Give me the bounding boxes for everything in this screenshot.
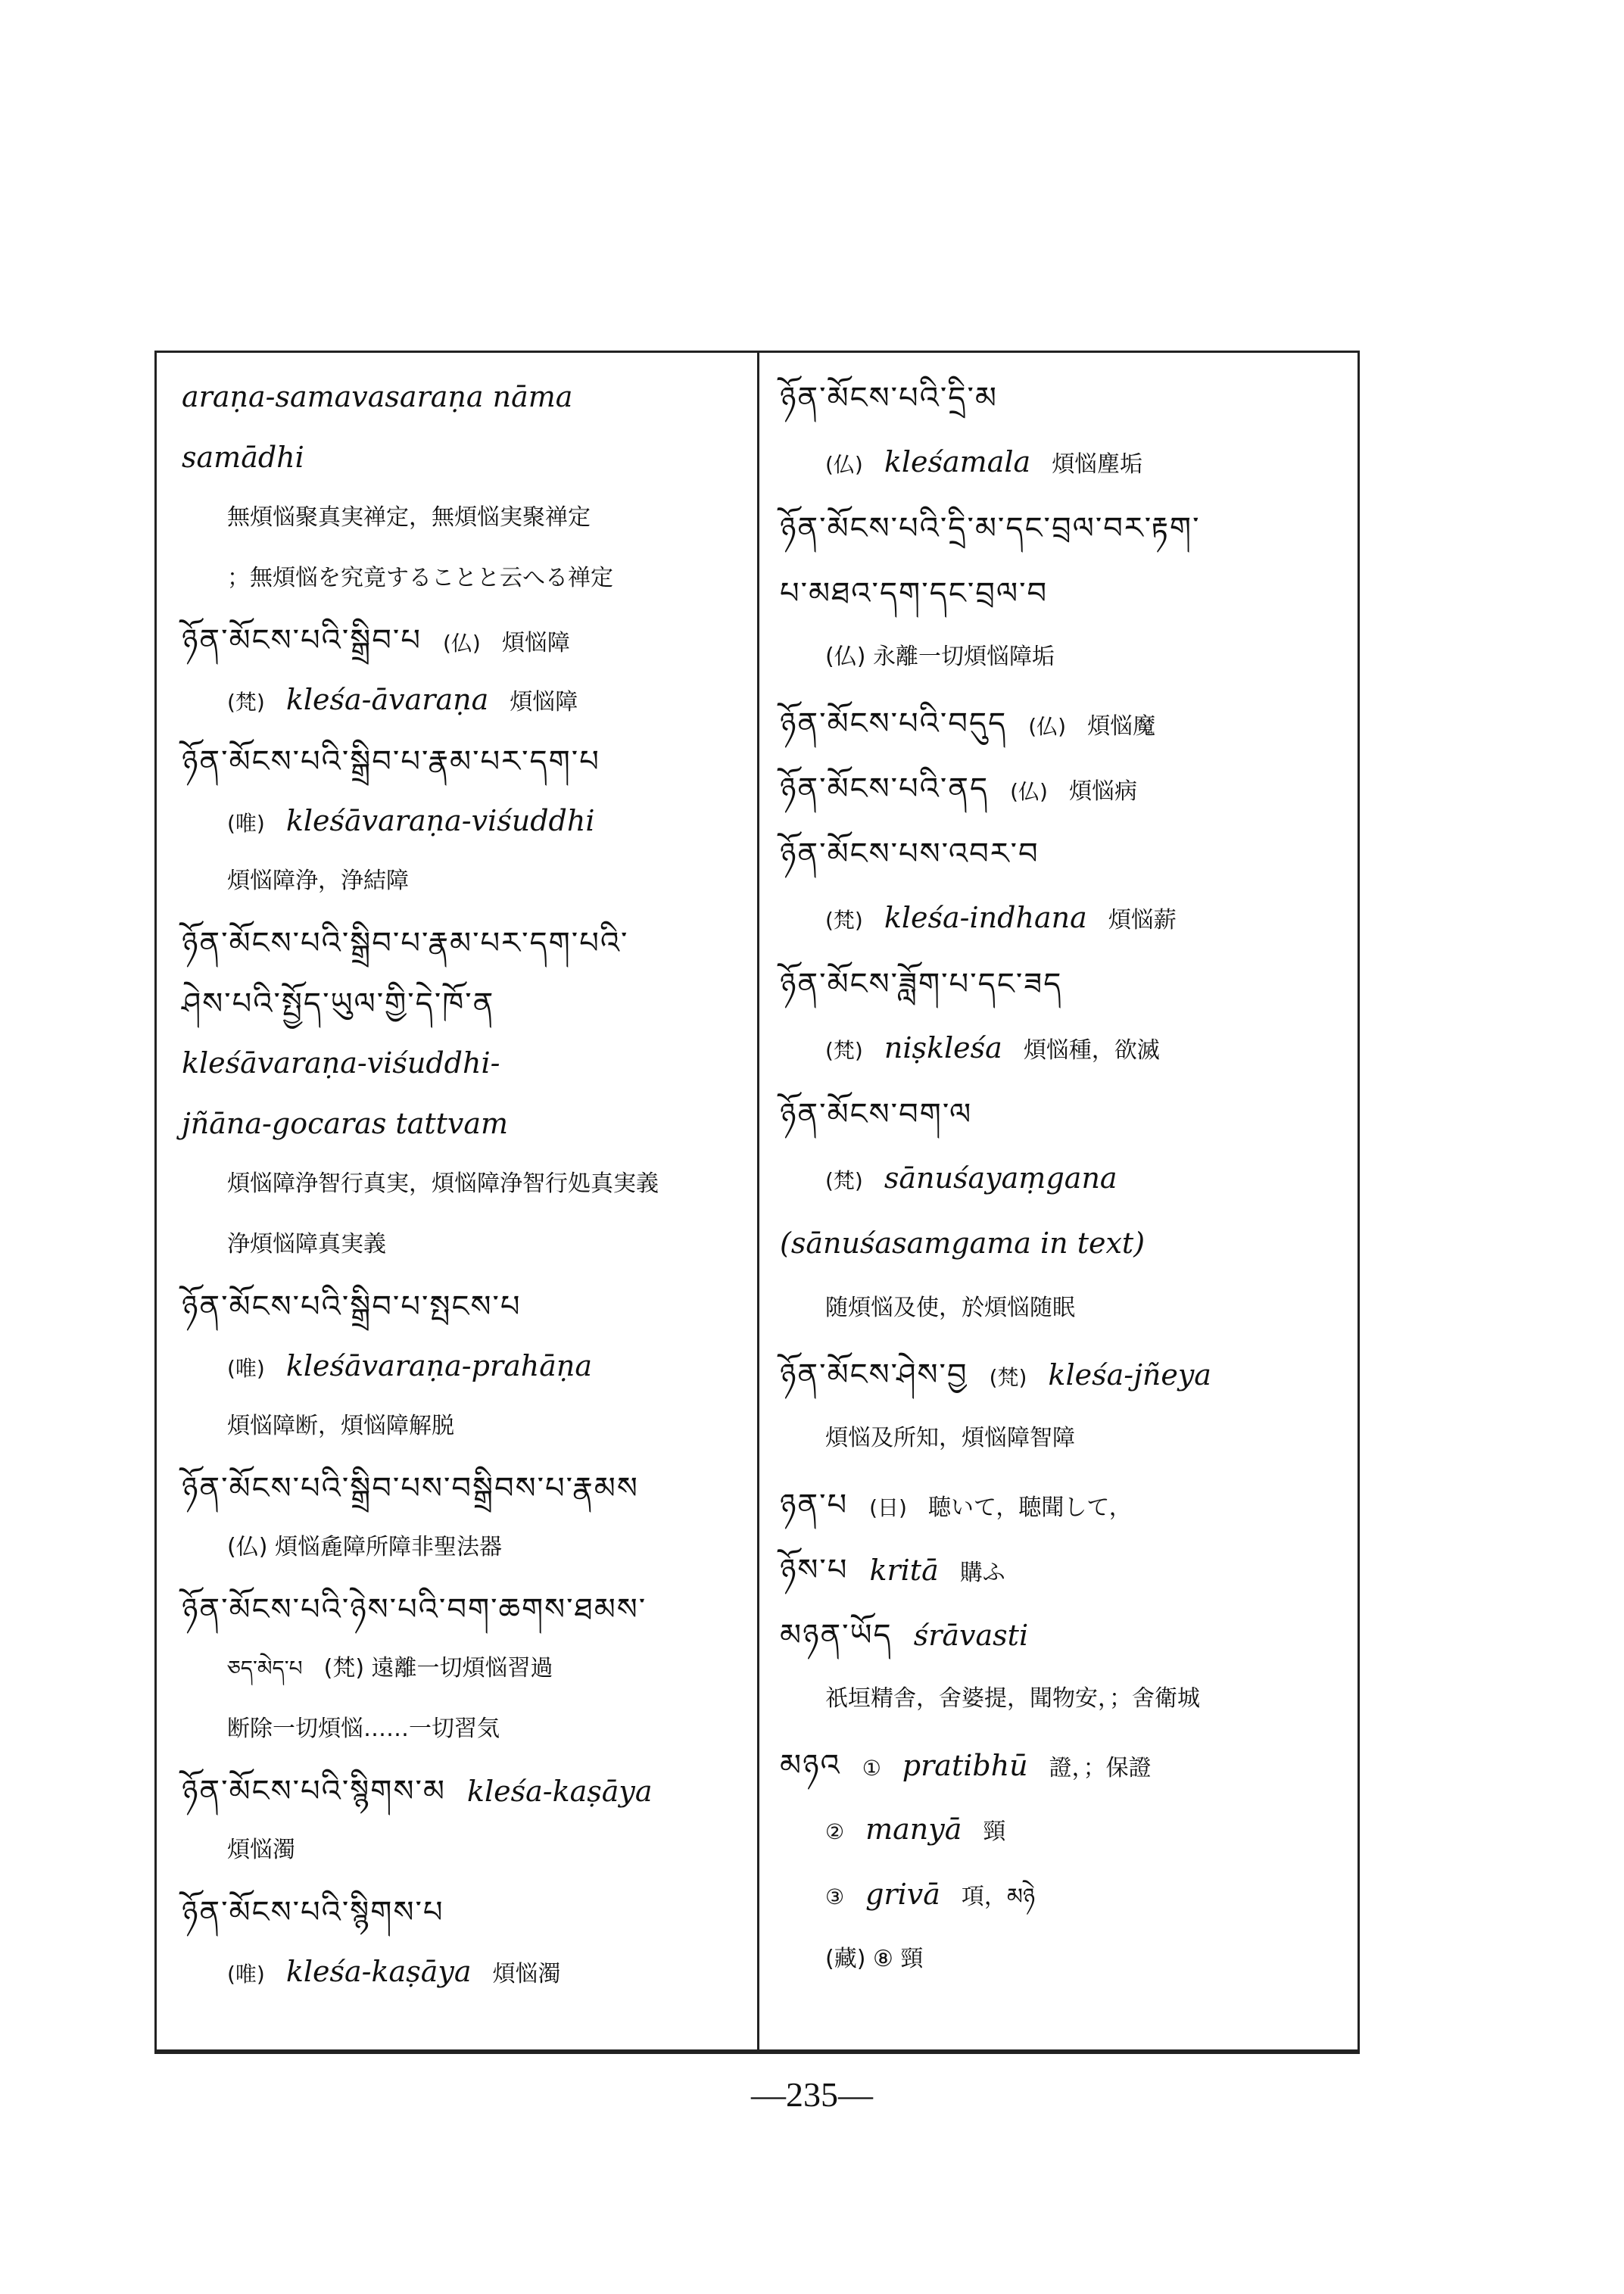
- dictionary-entry: [182, 1893, 742, 1932]
- entry-tib: ཉོན་མོངས་པའི་ནད: [780, 771, 990, 806]
- entry-tag: (唯): [227, 811, 265, 836]
- dictionary-entry: [182, 500, 787, 533]
- dictionary-entry: [780, 704, 1340, 743]
- dictionary-entry: [182, 1529, 787, 1563]
- dictionary-entry: [780, 1355, 1340, 1395]
- entry-tag: (唯): [227, 1962, 265, 1987]
- entry-tag: ①: [862, 1756, 881, 1781]
- dictionary-entry: [780, 1030, 1386, 1067]
- entry-tib: ཉོན་མོངས་ཤེས་བྱ: [780, 1357, 968, 1392]
- dictionary-entry: [780, 1225, 1340, 1262]
- entry-jp: 祇垣精舎，舍婆提，聞物安，；舍衛城: [825, 1685, 1200, 1712]
- dictionary-entry: [780, 1876, 1386, 1913]
- entry-tib: པ་མཐའ་དག་དང་བྲལ་བ: [780, 576, 1049, 611]
- entry-tag: (梵): [825, 908, 863, 933]
- entry-jp: 煩悩濁: [492, 1961, 561, 1987]
- entry-tag: (仏): [442, 631, 481, 656]
- dictionary-entry: [780, 639, 1386, 672]
- entry-tib: མཉའ: [780, 1748, 841, 1783]
- dictionary-entry: [182, 984, 742, 1024]
- dictionary-entry: [182, 1166, 787, 1199]
- entry-jp: 煩悩塵垢: [1052, 451, 1143, 478]
- entry-jp: 購ふ: [959, 1560, 1005, 1586]
- dictionary-entry: [780, 1420, 1386, 1454]
- dictionary-entry: [780, 574, 1340, 613]
- entry-tag: (仏): [825, 452, 863, 477]
- dictionary-entry: [182, 1590, 742, 1629]
- dictionary-entry: [182, 1348, 787, 1385]
- dictionary-entry: [182, 1953, 787, 1990]
- entry-jp: 煩悩障浄，浄結障: [227, 868, 409, 894]
- dictionary-entry: [780, 1160, 1386, 1197]
- entry-tib: ཉོན་མོངས་པའི་སྒྲིབ་པ་རྣམ་པར་དག་པའི་: [182, 926, 629, 961]
- entry-skt: kleśa-kaṣāya: [285, 1955, 472, 1988]
- entry-jp: 頸: [983, 1819, 1006, 1845]
- dictionary-entry: [182, 1287, 742, 1326]
- dictionary-entry: [182, 1832, 787, 1865]
- entry-tag: (梵): [989, 1365, 1027, 1390]
- entry-skt: (sānuśasamgama in text): [780, 1226, 1146, 1260]
- entry-tib: ཉོན་མོངས་པས་འབར་བ: [780, 837, 1040, 871]
- entry-tib: ཉོན་མོངས་པའི་སྒྲིབ་པ: [182, 623, 422, 658]
- entry-tib: ཉོན་མོངས་པའི་སྙིགས་མ: [182, 1774, 446, 1809]
- entry-jp: 煩悩障浄智行真実，煩悩障浄智行処真実義: [227, 1170, 659, 1197]
- entry-jp: 煩悩病: [1068, 778, 1137, 805]
- entry-skt: sānuśayaṃgana: [884, 1161, 1117, 1195]
- entry-jp: ；無煩悩を究竟することと云へる禅定: [227, 565, 613, 591]
- entry-skt: pratibhū: [902, 1749, 1028, 1782]
- entry-tag: ②: [825, 1819, 845, 1844]
- entry-tag: (梵): [227, 690, 265, 715]
- dictionary-entry: [780, 379, 1340, 418]
- entry-skt: jñāna-gocaras tattvam: [182, 1107, 509, 1140]
- dictionary-entry: [780, 1746, 1340, 1785]
- entry-jp: 断除一切煩悩……一切習気: [227, 1716, 500, 1742]
- entry-jp: 項，མཉེ: [961, 1884, 1036, 1910]
- dictionary-entry: [182, 1045, 742, 1082]
- entry-tib: ཉོན་མོངས་པའི་བདུད: [780, 706, 1008, 741]
- entry-jp: 煩悩障: [510, 689, 578, 715]
- bottom-rule: [154, 2049, 1360, 2052]
- dictionary-entry: [780, 509, 1340, 548]
- entry-skt: niṣkleśa: [884, 1031, 1002, 1064]
- dictionary-entry: [182, 1105, 742, 1142]
- entry-skt: kleśāvaraṇa-prahāṇa: [285, 1349, 592, 1382]
- entry-jp: 煩悩障: [501, 630, 570, 656]
- entry-tag: (梵): [825, 1038, 863, 1063]
- dictionary-entry: [780, 444, 1386, 481]
- entry-tag: (日): [869, 1495, 907, 1520]
- dictionary-entry: [780, 1551, 1340, 1590]
- entry-jp: (梵) 遠離一切煩悩習過: [323, 1655, 553, 1682]
- entry-skt: kleśa-kaṣāya: [466, 1775, 653, 1808]
- entry-tag: (唯): [227, 1356, 265, 1381]
- dictionary-entry: [780, 1290, 1386, 1323]
- dictionary-entry: [182, 1469, 742, 1508]
- entry-tib: ཉན་པ: [780, 1488, 849, 1523]
- entry-tag: (梵): [825, 1168, 863, 1193]
- dictionary-entry: [780, 1616, 1340, 1655]
- dictionary-entry: [780, 1811, 1386, 1848]
- dictionary-entry: [780, 769, 1340, 809]
- dictionary-entry: [780, 899, 1386, 937]
- entry-skt: kritā: [869, 1554, 939, 1587]
- entry-tib: ཉོན་མོངས་པའི་སྙིགས་པ: [182, 1895, 444, 1930]
- dictionary-entry: [182, 621, 742, 660]
- entry-skt: samādhi: [182, 441, 304, 474]
- dictionary-entry: [182, 863, 787, 896]
- dictionary-entry: [182, 1772, 742, 1811]
- entry-skt: manyā: [865, 1812, 962, 1846]
- entry-tag: ཅད་མེད་པ: [227, 1656, 303, 1681]
- entry-tib: ཉོན་མོངས་པའི་དྲི་མ: [780, 381, 998, 416]
- entry-jp: 浄煩悩障真実義: [227, 1231, 386, 1258]
- dictionary-entry: [182, 1650, 787, 1684]
- entry-skt: kleśa-indhana: [884, 901, 1087, 934]
- entry-tib: ཉོན་མོངས་པའི་ཉེས་པའི་བག་ཆགས་ཐམས་: [182, 1592, 647, 1627]
- entry-jp: (仏) 永離一切煩悩障垢: [825, 644, 1055, 670]
- dictionary-entry: [780, 1941, 1386, 1975]
- dictionary-entry: [182, 1711, 787, 1744]
- entry-tib: ཉོན་མོངས་པའི་སྒྲིབ་པ་རྣམ་པར་དག་པ: [182, 744, 600, 779]
- entry-skt: grivā: [865, 1878, 940, 1911]
- dictionary-entry: [182, 560, 787, 594]
- entry-jp: (仏) 煩悩麁障所障非聖法器: [227, 1534, 502, 1560]
- entry-tib: མཉན་ཡོད: [780, 1618, 893, 1653]
- entry-jp: 煩悩濁: [227, 1837, 295, 1863]
- entry-skt: araṇa-samavasaraṇa nāma: [182, 380, 573, 413]
- entry-jp: (藏) ⑧ 頸: [825, 1946, 924, 1972]
- entry-tib: ཉོན་མོངས་ཟློག་པ་དང་ཟད: [780, 967, 1063, 1002]
- entry-skt: kleśāvaraṇa-viśuddhi-: [182, 1046, 500, 1080]
- entry-skt: kleśa-jñeya: [1048, 1358, 1211, 1392]
- dictionary-entry: [182, 439, 742, 476]
- entry-skt: śrāvasti: [913, 1619, 1029, 1652]
- dictionary-entry: [182, 924, 742, 963]
- dictionary-entry: [780, 834, 1340, 874]
- entry-tib: ཤེས་པའི་སྤྱོད་ཡུལ་གྱི་དེ་ཁོ་ན: [182, 986, 495, 1021]
- dictionary-entry: [780, 1485, 1340, 1525]
- column-divider: [757, 351, 759, 2054]
- entry-tib: ཉོས་པ: [780, 1553, 849, 1588]
- entry-jp: 證，；保證: [1049, 1755, 1152, 1781]
- dictionary-entry: [182, 379, 742, 416]
- entry-jp: 無煩悩聚真実禅定，無煩悩実聚禅定: [227, 504, 591, 531]
- entry-tag: ③: [825, 1884, 845, 1909]
- dictionary-entry: [182, 1226, 787, 1260]
- page-number: —235—: [751, 2075, 873, 2114]
- entry-skt: kleśa-āvaraṇa: [285, 683, 489, 716]
- entry-jp: 煩悩薪: [1108, 907, 1177, 933]
- entry-jp: 随煩悩及使，於煩悩随眠: [825, 1295, 1075, 1321]
- entry-tib: ཉོན་མོངས་པའི་དྲི་མ་དང་བྲལ་བར་རྟག་: [780, 511, 1201, 546]
- dictionary-entry: [182, 742, 742, 781]
- dictionary-entry: [182, 803, 787, 840]
- entry-tib: ཉོན་མོངས་བག་ལ: [780, 1097, 973, 1132]
- dictionary-entry: [780, 1095, 1340, 1134]
- entry-tib: ཉོན་མོངས་པའི་སྒྲིབ་པ་སྤངས་པ: [182, 1289, 522, 1324]
- entry-jp: 煩悩及所知，煩悩障智障: [825, 1425, 1075, 1451]
- entry-tag: (仏): [1010, 779, 1048, 804]
- entry-skt: kleśamala: [884, 445, 1031, 478]
- dictionary-entry: [780, 965, 1340, 1004]
- entry-jp: 煩悩障断，煩悩障解脱: [227, 1413, 454, 1439]
- entry-jp: 煩悩種，欲滅: [1023, 1037, 1160, 1064]
- dictionary-entry: [182, 1408, 787, 1442]
- entry-tag: (仏): [1028, 714, 1067, 739]
- entry-jp: 聴いて，聴聞して，: [927, 1495, 1132, 1521]
- dictionary-entry: [182, 681, 787, 718]
- entry-skt: kleśāvaraṇa-viśuddhi: [285, 804, 595, 837]
- dictionary-entry: [780, 1681, 1386, 1714]
- entry-tib: ཉོན་མོངས་པའི་སྒྲིབ་པས་བསྒྲིབས་པ་རྣམས: [182, 1471, 639, 1506]
- entry-jp: 煩悩魔: [1087, 713, 1156, 740]
